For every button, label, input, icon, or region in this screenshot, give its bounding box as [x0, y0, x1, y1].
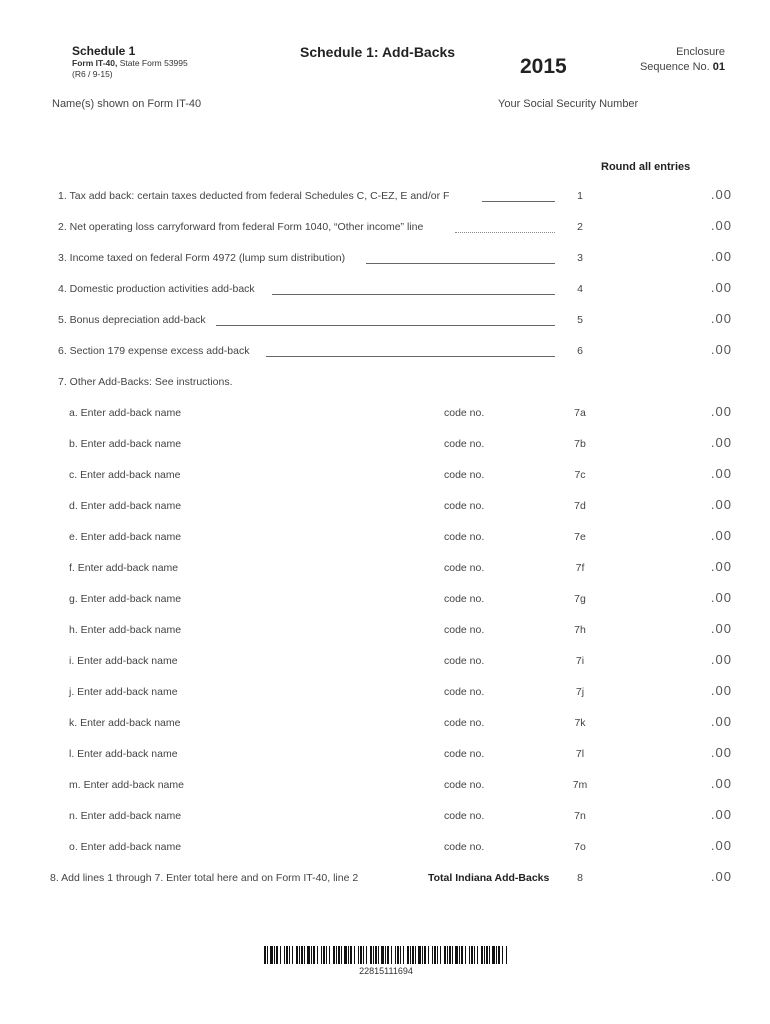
code-number-field[interactable]: code no.: [444, 562, 485, 574]
ssn-label: Your Social Security Number: [498, 98, 639, 110]
addback-name-field[interactable]: e. Enter add-back name: [69, 531, 182, 543]
line-number: 7k: [574, 717, 586, 729]
addback-name-field[interactable]: f. Enter add-back name: [69, 562, 179, 574]
line-number: 7c: [574, 469, 586, 481]
line-5: [0, 311, 770, 334]
addback-row-7l: [0, 745, 770, 768]
line-label: 8. Add lines 1 through 7. Enter total here and on Form IT-40, line 2: [50, 872, 359, 884]
barcode-bar: [307, 946, 310, 964]
barcode-bar: [350, 946, 352, 964]
barcode-bar: [341, 946, 342, 964]
barcode-bar: [326, 946, 327, 964]
amount-field[interactable]: .00: [710, 714, 732, 729]
addback-row-7b: [0, 435, 770, 458]
barcode-bar: [366, 946, 367, 964]
amount-field[interactable]: .00: [710, 652, 732, 667]
barcode-bar: [415, 946, 416, 964]
code-number-field[interactable]: code no.: [444, 655, 485, 667]
line-number: 7n: [574, 810, 586, 822]
page-title: Schedule 1: Add-Backs: [300, 44, 456, 60]
line-number: 4: [577, 283, 583, 295]
line-label: 7. Other Add-Backs: See instructions.: [58, 376, 233, 388]
line-number: 7a: [574, 407, 586, 419]
barcode-bar: [465, 946, 466, 964]
amount-field[interactable]: .00: [710, 745, 732, 760]
addback-row-7g: [0, 590, 770, 613]
addback-row-7f: [0, 559, 770, 582]
barcode-bar: [360, 946, 362, 964]
barcode-bar: [496, 946, 497, 964]
barcode-bar: [403, 946, 404, 964]
barcode-bar: [363, 946, 364, 964]
addback-name-field[interactable]: a. Enter add-back name: [69, 407, 182, 419]
addback-name-field[interactable]: n. Enter add-back name: [69, 810, 182, 822]
amount-field[interactable]: .00: [710, 466, 732, 481]
barcode-bar: [284, 946, 285, 964]
barcode-bar: [422, 946, 423, 964]
line-number: 7f: [575, 562, 585, 574]
barcode-bar: [280, 946, 281, 964]
code-number-field[interactable]: code no.: [444, 717, 485, 729]
barcode-bar: [424, 946, 426, 964]
barcode-bar: [447, 946, 448, 964]
line-number: 2: [577, 221, 583, 233]
barcode-bar: [412, 946, 414, 964]
line-number: 7o: [574, 841, 586, 853]
amount-field[interactable]: .00: [710, 776, 732, 791]
code-number-field[interactable]: code no.: [444, 686, 485, 698]
code-number-field[interactable]: code no.: [444, 593, 485, 605]
barcode-bar: [375, 946, 377, 964]
barcode-bar: [381, 946, 384, 964]
barcode-bar: [410, 946, 411, 964]
fill-line: [216, 314, 555, 326]
code-number-field[interactable]: code no.: [444, 624, 485, 636]
barcode-bar: [492, 946, 495, 964]
barcode-bar: [313, 946, 315, 964]
addback-name-field[interactable]: m. Enter add-back name: [69, 779, 184, 791]
barcode-bar: [292, 946, 293, 964]
barcode-bar: [432, 946, 433, 964]
line-number: 3: [577, 252, 583, 264]
barcode-bar: [397, 946, 399, 964]
amount-field[interactable]: .00: [710, 559, 732, 574]
fill-line: [266, 345, 555, 357]
amount-field[interactable]: .00: [710, 404, 732, 419]
total-label: Total Indiana Add-Backs: [428, 872, 550, 884]
line-number: 7l: [575, 748, 585, 760]
code-number-field[interactable]: code no.: [444, 407, 485, 419]
addback-name-field[interactable]: g. Enter add-back name: [69, 593, 182, 605]
amount-field[interactable]: .00: [710, 528, 732, 543]
addback-row-7a: [0, 404, 770, 427]
line-label: 5. Bonus depreciation add-back: [58, 314, 206, 326]
addback-row-7i: [0, 652, 770, 675]
barcode-bar: [474, 946, 475, 964]
addback-name-field[interactable]: o. Enter add-back name: [69, 841, 182, 853]
code-number-field[interactable]: code no.: [444, 779, 485, 791]
form-number: Form IT-40, State Form 53995: [72, 58, 188, 68]
line-7: [0, 376, 770, 396]
barcode-bar: [502, 946, 503, 964]
addback-row-7d: [0, 497, 770, 520]
fill-line: [366, 252, 555, 264]
barcode-bar: [378, 946, 379, 964]
addback-row-7h: [0, 621, 770, 644]
amount-field[interactable]: .00: [710, 187, 732, 202]
barcode-bar: [286, 946, 288, 964]
line-label: 3. Income taxed on federal Form 4972 (lump sum distribution): [58, 252, 346, 264]
barcode-bar: [358, 946, 359, 964]
amount-field[interactable]: .00: [710, 807, 732, 822]
code-number-field[interactable]: code no.: [444, 469, 485, 481]
barcode-bar: [304, 946, 305, 964]
barcode-bar: [267, 946, 268, 964]
line-number: 7b: [574, 438, 586, 450]
amount-field[interactable]: .00: [710, 590, 732, 605]
addback-row-7m: [0, 776, 770, 799]
code-number-field[interactable]: code no.: [444, 810, 485, 822]
line-label: 1. Tax add back: certain taxes deducted from federal Schedules C, C-EZ, E and/or F: [58, 190, 450, 202]
amount-field[interactable]: .00: [710, 218, 732, 233]
line-number: 1: [577, 190, 583, 202]
code-number-field[interactable]: code no.: [444, 500, 485, 512]
round-entries-note: Round all entries: [601, 161, 691, 173]
barcode-bar: [428, 946, 429, 964]
code-number-field[interactable]: code no.: [444, 748, 485, 760]
amount-field[interactable]: .00: [710, 497, 732, 512]
line-number: 6: [577, 345, 583, 357]
barcode-bar: [506, 946, 507, 964]
barcode-bar: [461, 946, 463, 964]
line-number: 7e: [574, 531, 586, 543]
tax-year: 2015: [520, 55, 567, 78]
sequence-number: Sequence No. 01: [639, 61, 725, 73]
schedule-label: Schedule 1: [72, 44, 136, 58]
barcode-bar: [455, 946, 458, 964]
barcode-bar: [440, 946, 441, 964]
barcode-bar: [296, 946, 298, 964]
amount-field[interactable]: .00: [710, 249, 732, 264]
barcode-bar: [498, 946, 500, 964]
line-3: [0, 249, 770, 272]
line-label: 2. Net operating loss carryforward from federal Form 1040, “Other income” line: [58, 221, 424, 233]
addback-name-field[interactable]: d. Enter add-back name: [69, 500, 182, 512]
barcode-bar: [449, 946, 451, 964]
barcode-bar: [391, 946, 392, 964]
barcode-bar: [370, 946, 372, 964]
barcode-bar: [264, 946, 266, 964]
barcode-bar: [311, 946, 312, 964]
barcode-bar: [484, 946, 485, 964]
code-number-field[interactable]: code no.: [444, 438, 485, 450]
barcode-bar: [301, 946, 303, 964]
barcode-bar: [489, 946, 490, 964]
addback-row-7k: [0, 714, 770, 737]
fill-line: [455, 221, 555, 233]
barcode-bar: [289, 946, 290, 964]
amount-field[interactable]: .00: [710, 342, 732, 357]
addback-row-7o: [0, 838, 770, 861]
barcode-bar: [336, 946, 337, 964]
barcode-bar: [471, 946, 473, 964]
barcode-bar: [344, 946, 347, 964]
addback-name-field[interactable]: i. Enter add-back name: [69, 655, 178, 667]
enclosure-label: Enclosure: [676, 46, 725, 58]
code-number-field[interactable]: code no.: [444, 841, 485, 853]
fill-line: [272, 283, 555, 295]
barcode-bar: [395, 946, 396, 964]
addback-row-7c: [0, 466, 770, 489]
barcode-bar: [418, 946, 421, 964]
enclosure-block: [640, 45, 725, 75]
barcode-bar: [270, 946, 273, 964]
barcode-bar: [444, 946, 446, 964]
line-number: 7j: [575, 686, 585, 698]
addback-name-field[interactable]: k. Enter add-back name: [69, 717, 181, 729]
barcode-bar: [469, 946, 470, 964]
line-4: [0, 280, 770, 303]
barcode-bar: [317, 946, 318, 964]
barcode-bar: [407, 946, 409, 964]
line-6: [0, 342, 770, 365]
barcode-bar: [385, 946, 386, 964]
code-number-field[interactable]: code no.: [444, 531, 485, 543]
amount-field[interactable]: .00: [710, 621, 732, 636]
barcode-bar: [477, 946, 478, 964]
line-number: 7h: [574, 624, 586, 636]
barcode-number: 22815111694: [359, 966, 413, 976]
addback-row-7n: [0, 807, 770, 830]
barcode-bar: [348, 946, 349, 964]
line-8: [0, 869, 770, 892]
line-number: 7i: [575, 655, 585, 667]
barcode-bar: [321, 946, 322, 964]
line-number: 7g: [574, 593, 586, 605]
addback-name-field[interactable]: h. Enter add-back name: [69, 624, 182, 636]
addback-name-field[interactable]: l. Enter add-back name: [69, 748, 178, 760]
barcode: [264, 946, 508, 964]
barcode-bar: [276, 946, 278, 964]
barcode-bar: [329, 946, 330, 964]
line-number: 7d: [574, 500, 586, 512]
line-1: [0, 187, 770, 210]
barcode-bar: [373, 946, 374, 964]
barcode-bar: [434, 946, 436, 964]
barcode-bar: [274, 946, 275, 964]
barcode-bar: [437, 946, 438, 964]
amount-field[interactable]: .00: [710, 311, 732, 326]
amount-field[interactable]: .00: [710, 838, 732, 853]
barcode-bar: [400, 946, 401, 964]
amount-field[interactable]: .00: [710, 435, 732, 450]
addback-row-7e: [0, 528, 770, 551]
addback-name-field[interactable]: c. Enter add-back name: [69, 469, 181, 481]
amount-field[interactable]: .00: [710, 683, 732, 698]
addback-name-field[interactable]: j. Enter add-back name: [69, 686, 178, 698]
barcode-bar: [387, 946, 389, 964]
line-label: 4. Domestic production activities add-back: [58, 283, 255, 295]
amount-field[interactable]: .00: [710, 280, 732, 295]
line-2: [0, 218, 770, 241]
barcode-bar: [338, 946, 340, 964]
barcode-bar: [452, 946, 453, 964]
total-amount-field[interactable]: .00: [710, 869, 732, 884]
barcode-bar: [323, 946, 325, 964]
addback-name-field[interactable]: b. Enter add-back name: [69, 438, 182, 450]
line-number: 8: [577, 872, 583, 884]
barcode-bar: [481, 946, 483, 964]
line-label: 6. Section 179 expense excess add-back: [58, 345, 250, 357]
revision-label: (R6 / 9-15): [72, 69, 113, 79]
barcode-bar: [299, 946, 300, 964]
addback-row-7j: [0, 683, 770, 706]
names-label: Name(s) shown on Form IT-40: [52, 98, 202, 110]
line-number: 5: [577, 314, 583, 326]
barcode-bar: [486, 946, 488, 964]
barcode-bar: [333, 946, 335, 964]
line-number: 7m: [572, 779, 588, 791]
fill-line: [482, 190, 555, 202]
barcode-bar: [354, 946, 355, 964]
barcode-bar: [459, 946, 460, 964]
